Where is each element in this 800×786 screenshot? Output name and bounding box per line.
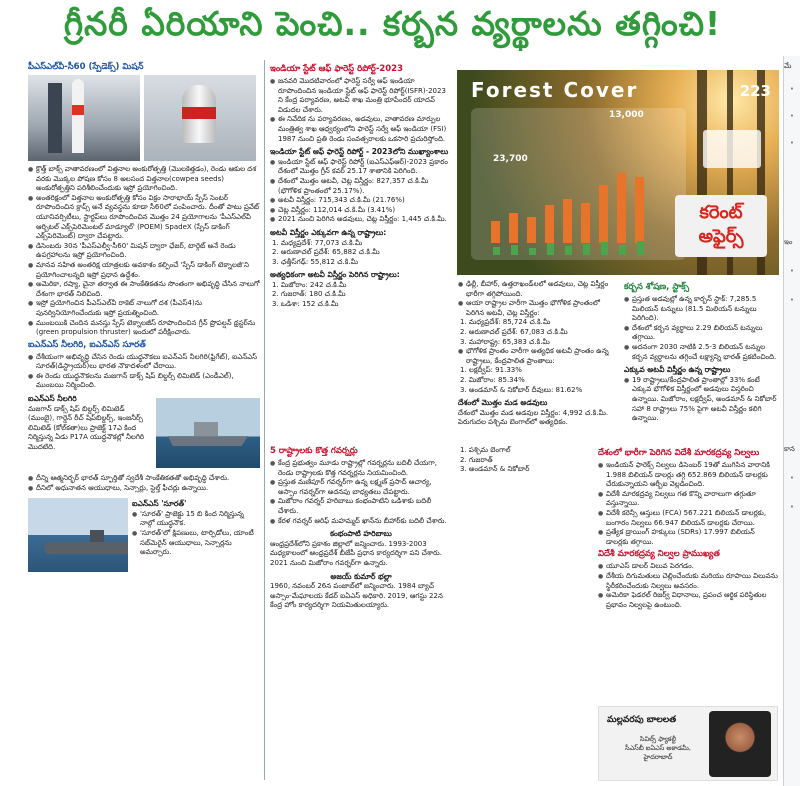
forest-bullet: ● ఈ నివేదిక ను పర్యావరణం, అడవులు, వాతావరణ మార్పుల మంత్రిత్వ శాఖ ఆధ్వర్యంలోని ఫారెస్ట్ సర్వే ఆఫ్ ఇండియా (FSI) 1987 నుంచి ప్రతి రెండు సంవత్సరాలకు ఒకసారి ప్రచురిస్తోంది. [270,115,452,144]
strip-bullet: • [789,474,795,482]
navy-bullet: ● ఈ రెండు యుద్ధనౌకలను మజగాన్ డాక్స్ షిప్ బిల్డర్స్ లిమిటెడ్ (ఎండీఎల్), ముంబయి నిర్మించింది. [28,372,260,391]
forest-area-heading: ఎక్కువ అటవీ విస్తీర్ణం ఉన్న రాష్ట్రాలు [624,365,731,375]
forest-stat: ● అటవీ విస్తీర్ణం: 715,343 చ.కి.మీ (21.76%) [270,196,452,206]
rocket-launch-image [28,75,140,161]
nilgiri-text: మజగాన్ డాక్స్ షిప్ బిల్డర్స్ లిమిటెడ్ (ముంబై), గార్డెన్ రీచ్ షిప్‌బిల్డర్స్, ఇంజనీర్స్ లిమిటెడ్ (కోల్‌కతా)లు ప్రాజెక్ట్ 17ఎ కింద నిర్మిస్తున్న ఏడు P17A యుద్ధనౌకల్లో నీలగిరి మొదటిది. [28,404,145,452]
ins-surat-image [28,498,128,572]
pslv-bullet: ● అంతరిక్షంలో విత్తనాల అంకురోత్పత్తి కోసం విక్రం సారాభాయ్ స్పేస్ సెంటర్ రూపొందించిన క్రాప్స్ అనే వ్యవస్థను కూడా సీ60లో పంపించారు. దీంతో పాటు ప్రవేట్ యూనివర్సిటీలు, స్టార్ట‌ప్‌లు రూపొందించిన మొత్తం 24 ప్రయోగాలను 'పీఎస్‌ఎల్‌వీ ఆర్బిటల్ ఎక్స్‌పెరిమెంటల్ మాడ్యూల్' (POEM) SpadeX (స్పేస్ డాకింగ్ ఎక్స్‌పెరిమెంట్) ద్వారా చేపట్టారు. [28,194,260,242]
list-item: 2. గుజరాత్ [460,455,493,464]
mangrove-list [458,446,594,475]
section-title-pslv: పీఎస్‌ఎల్‌వీ-సీ60 (స్పేడెక్స్) మిషన్ [28,62,144,72]
forest-label: 23,700 [493,154,528,164]
forest-bullet: ● ఆయా రాష్ట్రాల వారీగా మొత్తం భౌగోళిక ప్రాంతంలో పెరిగిన అటవీ, చెట్ల విస్తీర్ణం: [458,299,618,318]
author-card [598,706,778,781]
section-title-forex-importance: విదేశీ మారకద్రవ్య నిల్వల ప్రాముఖ్యత [598,549,720,560]
mangrove-heading: దేశంలో మొత్తం మడ అడవులు [458,398,548,408]
forest-highlights-heading: ఇండియా స్టేట్ ఆఫ్ ఫారెస్ట్ రిపోర్ట్ - 2023లోని ముఖ్యాంశాలు [270,147,449,157]
pslv-bullet: ● ఇస్రో ప్రయోగించిన పీఎస్‌ఎల్‌వీ రాకెట్ నాలుగో దశ (పీఎస్4)ను పునర్వినియోగించేందుకు ఇస్రో ప్రయత్నించింది. [28,299,260,318]
author-role [613,735,703,762]
surat-bullet: ● 'సూరత్'లో క్షిపణులు, టార్పిడోలు, యాంటీ సబ్‌మెరైన్ ఆయుధాలు, సెన్సార్లను అమర్చారు. [132,529,260,558]
author-role-line: సివిల్స్ ఫ్యాకల్టీ [639,735,677,743]
forest-area-bullet: ● 19 రాష్ట్రాలు/కేంద్రపాలిత ప్రాంతాల్లో 33% కంటే ఎక్కువ భౌగోళిక విస్తీర్ణంలో అడవులు విస్తరించి ఉన్నాయి. మిజోరాం, లక్షద్వీప్, అండమాన్ & నికోబార్ సహా 8 రాష్ట్రాలు 75% పైగా అటవీ విస్తీర్ణం కలిగి ఉన్నాయి. [624,376,780,424]
forest-states-heading: అటవీ విస్తీర్ణం ఎక్కువగా ఉన్న రాష్ట్రాలు: [270,227,387,237]
forex-bullet: ● దేశీయ దిగుమతులు చెల్లించేందుకు మరియు రూపాయి విలువను స్థిరీకరించేందుకు నిల్వలు అవసరం. [598,572,778,591]
column-forex [598,446,778,702]
strip-text: మే [784,62,792,70]
list-item: 2. గుజరాత్: 180 చ.కి.మీ [272,290,346,299]
forex-bullet: ● ఇండియన్ ఫారెక్స్ నిల్వలు డిసెంబర్ 19తో ముగిసిన వారానికి 1.988 బిలియన్ డాలర్లు తగ్గి 652.869 బిలియన్ డాలర్లకు చేరుకున్నాయని ఆర్బీఐ వెల్లడించింది. [598,461,778,490]
navy-bullet: ● దేశీయంగా అభివృద్ధి చేసిన రెండు యుద్ధనౌకలు ఐఎన్ఎస్ నీలగిరి(ఫ్రిగేట్), ఐఎన్ఎస్ సూరత్(డిస్ట్రాయర్)లు భారత నౌకాదళంలో చేరాయి. [28,353,260,372]
list-item: 2. అరుణాచల్ ప్రదేశ్: 65,882 చ.కి.మీ [272,248,380,257]
surat-block [28,496,260,576]
forest-bullet: ● జనవరి మొదటివారంలో ఫారెస్ట్ సర్వే ఆఫ్ ఇండియా రూపొందించిన ఇండియా స్టేట్ ఆఫ్ ఫారెస్ట్ రిపోర్ట్(ISFR)-2023 ని కేంద్ర పర్యావరణ, అటవీ శాఖ మంత్రి భూపేందర్ యాదవ్ విడుదల చేశారు. [270,77,452,115]
forest-chart-card [703,130,761,168]
pct-list [458,366,618,395]
forest-stat: ● ఇండియా స్టేట్ ఆఫ్ ఫారెస్ట్ రిపోర్ట్ (ఐఎస్ఎఫ్ఆర్)-2023 ప్రకారం దేశంలో మొత్తం గ్రీన్ కవర్ 25.17 శాతానికి పెరిగింది. [270,158,452,177]
carbon-bullet: ● ప్రస్తుత అడవుల్లో ఉన్న కార్బన్ స్టాక్: 7,285.5 మిలియన్ టన్నులు (81.5 మిలియన్ టన్నులు పెరిగింది). [624,295,780,324]
forest-bullet: ● భౌగోళిక ప్రాంతం వారీగా అత్యధిక అటవీ ప్రాంతం ఉన్న రాష్ట్రాలు, కేంద్రపాలిత ప్రాంతాలు: [458,347,618,366]
column-divider [264,60,265,780]
person-text: 1960, నవంబర్ 26న పంజాబ్‌లో జన్మించారు. 1984 బ్యాచ్ అస్సాం-మేఘాలయ కేడర్ ఐఏఎస్ అధికారి. 2019, ఆగస్టు 22న కేంద్ర హోం కార్యదర్శిగా నియమితులయ్యారు. [270,582,443,610]
column-carbon [624,280,780,440]
satellite-module-image [144,75,256,161]
section-title-carbon: కర్బన శోషణ, స్టాక్స్ [624,282,690,292]
list-item: 2. అరుణాచల్ ప్రదేశ్: 67,083 చ.కి.మీ [460,327,568,336]
column-isro [28,60,260,780]
strip-bullet: • [789,503,795,511]
forex-bullet: ● ప్రత్యేక డ్రాయింగ్ హక్కులు (SDRs) 17.997 బిలియన్ డాలర్లకు తగ్గాయి. [598,528,778,547]
strip-text: ఇం [784,238,793,246]
strip-bullet: • [789,267,795,275]
forest-cover-title: Forest Cover [471,78,639,102]
list-item: 1. మిజోరాం: 242 చ.కి.మీ [272,280,347,289]
strip-bullet: • [789,139,795,147]
author-role-line: సీఎస్‌బీ ఐఏఎస్ అకాడమీ, [624,744,691,752]
pslv-bullet: ● క్రొత్త్ బాక్స్ వాతావరణంలో విత్తనాల అంకురోత్పత్తి (మొలకెత్తడం), రెండు ఆకుల దశ వరకు మొక్కల పోషణ కోసం 8 అలసంద విత్తనాల(cowpea seeds) అంకురోత్పత్తిని పరిశీలించేందుకు ఇస్రో ప్రయోగించింది. [28,165,260,194]
surat-bullet: ● 'సూరత్' ప్రాజెక్టు 15 బి కింద నిర్మిస్తున్న నాల్గో యుద్ధనౌక. [132,510,260,529]
forest-stat: ● 2021 నుంచి పెరిగిన అడవులు, చెట్ల విస్తీర్ణం: 1,445 చ.కి.మీ. [270,215,452,225]
list-item: 1. మధ్యప్రదేశ్: 77,073 చ.కి.మీ [272,238,363,247]
pslv-bullet: ● మానవ సహిత అంతరిక్ష యాత్రలకు అవకాశం కల్పించే 'స్పేస్ డాకింగ్ టెక్నాలజీ'ని ప్రయోగించాలన్నది ఇస్రో ప్రధాన ఉద్దేశం. [28,261,260,280]
nilgiri-bullet: ● దీనిలో అధునాతన ఆయుధాలు, సెన్సార్లు, స్టెల్త్ ఫీచర్లు ఉన్నాయి. [28,484,260,494]
nilgiri-heading: ఐఎన్ఎస్ నీలగిరి [28,394,77,404]
person-text: ఆంధ్రప్రదేశ్‌లోని ప్రకాశం జిల్లాలో జన్మించారు. 1993-2003 మధ్యకాలంలో ఆంధ్రప్రదేశ్ బీజేపీ ప్రధాన కార్యదర్శిగా పని చేశారు. 2021 నుంచి మిజోరాం గవర్నర్‌గా ఉన్నారు. [270,539,442,567]
strip-text: కాన [784,445,795,453]
column-forest-report [270,62,452,436]
forex-bullet: ● విదేశీ కరెన్సీ ఆస్తులు (FCA) 567.221 బిలియన్ డాలర్లకు, బంగారం నిల్వలు 66.947 బిలియన్ డాలర్లకు చేరాయి. [598,509,778,528]
forex-bullet: ● యూఎస్ డాలర్ విలువ పెరగడం. [598,562,778,572]
governor-bullet: ● కేంద్ర ప్రభుత్వం మూడు రాష్ట్రాల్లో గవర్నర్లను బదిలీ చేయగా, రెండు రాష్ట్రాలకు కొత్త గవర్నర్లను నియమించింది. [270,459,452,478]
section-title-forest-report: ఇండియా స్టేట్ ఆఫ్ ఫారెస్ట్ రిపోర్ట్-2023 [270,64,403,74]
governor-bullet: ● ప్రస్తుత మణిపూర్ గవర్నర్‌గా ఉన్న లక్ష్మణ్ ప్రసాద్ ఆచార్య, అస్సాం గవర్నర్‌గా అదనపు బాధ్యతలు చేపట్టారు. [270,478,452,497]
pslv-bullet: ● డిసెంబరు 30న 'పీఎస్ఎల్వీ-సీ60' మిషన్ ద్వారా ఛేజర్, టార్గెట్ అనే రెండు ఉపగ్రహాలను ఇస్రో ప్రయోగించింది. [28,242,260,261]
list-item: 1. మధ్యప్రదేశ్: 85,724 చ.కి.మీ [460,318,551,327]
strip-bullet: • [789,296,795,304]
column-forest-continued [458,280,618,440]
author-name: మల్లవరపు బాలలత [607,715,677,725]
pslv-bullet: ● ముంబయికి చెందిన మనస్తు స్పేస్ టెక్నాలజీస్ రూపొందించిన గ్రీన్ ప్రొపల్షన్ థ్రస్టర్‌ను (green propulsion thruster) ఇందులో పరీక్షించారు. [28,319,260,338]
section-title-governors: 5 రాష్ట్రాలకు కొత్త గవర్నర్లు [270,446,358,456]
mangrove-text: దేశంలో మొత్తం మడ అడవుల విస్తీర్ణం: 4,992 చ.కి.మీ. పెరుగుదల పశ్చిమ బెంగాల్‌లో అత్యధికం. [458,408,609,427]
governor-bullet: ● మిజోరాం గవర్నర్ హరిబాబు కంభంపాటిని ఒడిశాకు బదిలీ చేశారు. [270,497,452,516]
list-item: 2. మిజోరాం: 85.34% [460,375,525,384]
list-item: 3. మహారాష్ట్ర: 65,383 చ.కి.మీ [460,337,550,346]
nilgiri-bullet: ● దీన్ని ఆత్మనిర్భర్ భారత్ స్ఫూర్తితో స్వదేశీ సాంకేతికతతో అభివృద్ధి చేశారు. [28,474,260,484]
list-item: 3. అండమాన్ & నికోబార్ [460,465,530,474]
carbon-bullet: ● అదనంగా 2030 నాటికి 2.5-3 బిలియన్ టన్నుల కర్బన వ్యర్థాలను తగ్గించే లక్ష్యాన్ని భారత్ ప్రకటించింది. [624,343,780,362]
forest-stat: ● చెట్ల విస్తీర్ణం: 112,014 చ.కి.మీ (3.41%) [270,206,452,216]
forest-states-list [270,239,452,268]
column-governors [270,444,452,780]
pslv-bullet: ● అమెరికా, రష్యా, చైనా తర్వాత ఈ సాంకేతికతను సొంతంగా అభివృద్ధి చేసిన నాలుగో దేశంగా భారత్ నిలిచింది. [28,280,260,299]
strip-bullet: • [789,85,795,93]
person-heading: కంభంపాటి హరిబాబు [330,529,392,539]
forest-cover-image [457,70,779,275]
carbon-bullet: ● దేశంలో కర్బన వ్యర్థాలు 2.29 బిలియన్ టన్నులు తగ్గాయి. [624,324,780,343]
list-item: 3. అండమాన్ & నికోబార్ దీవులు: 81.62% [460,385,583,394]
increase-heading: అత్యధికంగా అటవీ విస్తీర్ణం పెరిగిన రాష్ట్రాలు: [270,270,400,280]
surat-heading: ఐఎన్ఎస్ 'సూరత్' [132,499,187,509]
column-mangrove-states [458,446,594,546]
forex-bullet: ● అమెరికా ఫెడరల్ రిజర్వ్ విధానాలు, ప్రపంచ ఆర్థిక పరిస్థితుల ప్రభావం నిల్వలపై ఉంటుంది. [598,591,778,610]
forex-bullet: ● విదేశీ మారకద్రవ్య నిల్వలు గత కొన్ని వారాలుగా తగ్గుతూ వస్తున్నాయి. [598,490,778,509]
increase-list [270,281,452,310]
section-title-navy: ఐఎన్‌ఎస్ నీలగిరి, ఐఎన్‌ఎస్ సూరత్ [28,339,146,350]
current-affairs-badge: కరెంట్ అఫైర్స్ [675,195,767,257]
ins-nilgiri-image [156,398,260,468]
person-heading: అజయ్ కుమార్ భల్లా [330,571,392,581]
author-photo [709,711,771,777]
nilgiri-block [28,394,260,474]
governor-bullet: ● కేరళ గవర్నర్ ఆరిఫ్ మహమ్మద్ ఖాన్‌ను బీహార్‌కు బదిలీ చేశారు. [270,517,452,527]
section-title-forex: దేశంలో భారీగా పెరిగిన విదేశీ మారకద్రవ్య నిల్వలు [598,448,760,458]
forest-bullet: ● ఢిల్లీ, బీహార్, ఉత్తరాఖండ్‌లలో అడవులు, చెట్ల విస్తీర్ణం భారీగా తగ్గిపోయింది. [458,280,618,299]
list-item: 3. ఛత్తీస్‌గఢ్: 55,812 చ.కి.మీ [272,257,359,266]
forest-stat: ● దేశంలో మొత్తం అటవీ, చెట్ల విస్తీర్ణం: 827,357 చ.కి.మీ (భౌగోళిక ప్రాంతంలో 25.17%). [270,177,452,196]
issue-number: 223 [739,82,771,100]
forest-label: 13,000 [609,110,644,120]
rocket-images [28,75,260,163]
list-item: 1. లక్షద్వీప్: 91.33% [460,366,522,375]
list-item: 3. ఒడిశా: 152 చ.కి.మీ [272,300,339,309]
list-item: 1. పశ్చిమ బెంగాల్ [460,446,511,454]
author-role-line: హైదరాబాద్ [643,753,673,761]
page-headline: గ్రీనరీ ఏరియాని పెంచి.. కర్బన వ్యర్థాలను తగ్గించి! [63,3,722,43]
strip-bullet: • [789,112,795,120]
states-list [458,318,618,347]
adjacent-page-strip [783,56,800,786]
